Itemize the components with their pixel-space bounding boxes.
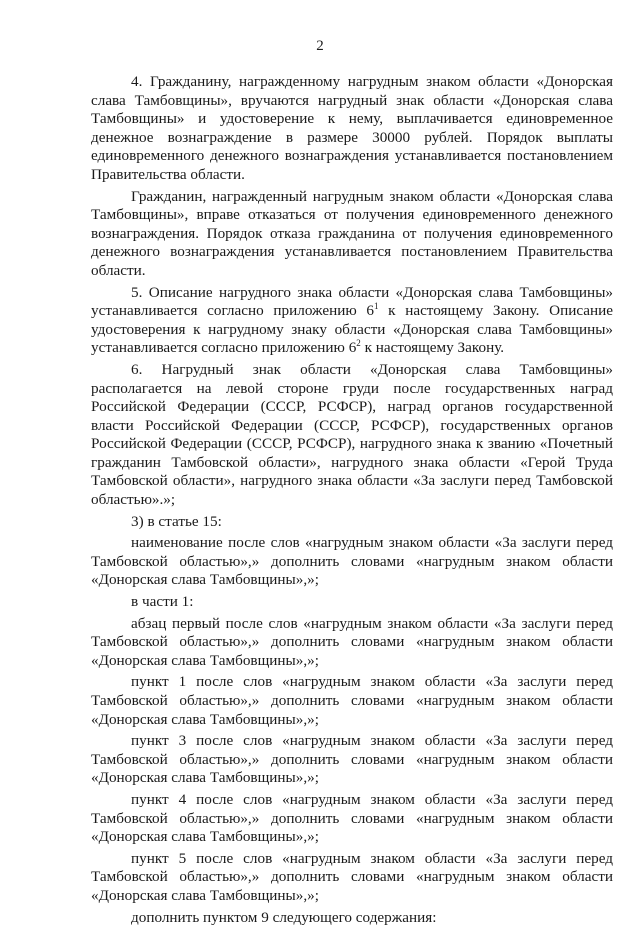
paragraph-point-5: пункт 5 после слов «нагрудным знаком области «За заслуги перед Тамбовской областью»,» дополнить словами «нагрудным знаком области «Донорская слава Тамбовщины»,»;: [91, 849, 613, 904]
paragraph-title-amendment: наименование после слов «нагрудным знаком области «За заслуги перед Тамбовской областью»,» дополнить словами «нагрудным знаком области «Донорская слава Тамбовщины»,»;: [91, 534, 613, 589]
paragraph-item-5: [91, 284, 613, 358]
superscript-1: 1: [373, 301, 379, 312]
paragraph-point-3: пункт 3 после слов «нагрудным знаком области «За заслуги перед Тамбовской областью»,» дополнить словами «нагрудным знаком области «Донорская слава Тамбовщины»,»;: [91, 732, 613, 787]
superscript-2: 2: [356, 338, 361, 349]
paragraph-point-9: дополнить пунктом 9 следующего содержания:: [131, 908, 437, 926]
paragraph-point-4: пункт 4 после слов «нагрудным знаком области «За заслуги перед Тамбовской областью»,» дополнить словами «нагрудным знаком области «Донорская слава Тамбовщины»,»;: [91, 790, 613, 846]
paragraph-point-1: пункт 1 после слов «нагрудным знаком области «За заслуги перед Тамбовской областью»,» дополнить словами «нагрудным знаком области «Донорская слава Тамбовщины»,»;: [91, 673, 613, 728]
paragraph-item-4: 4. Гражданину, награжденному нагрудным знаком области «Донорская слава Тамбовщины», вручаются нагрудный знак области «Донорская слава Тамбовщины» и удостоверение к нему, выплачивается единовременное денежное вознаграждение в размере 30000 рублей. Порядок выплаты единовременного денежного вознаграждения устанавливается постановлением Правительства области.: [91, 73, 613, 183]
paragraph-refusal: Гражданин, награжденный нагрудным знаком области «Донорская слава Тамбовщины», вправе отказаться от получения единовременного денежного вознаграждения. Порядок отказа гражданина от получения единовременного денежного вознаграждения устанавливается постановлением Правительства области.: [91, 187, 613, 279]
paragraph-part-1: в части 1:: [131, 593, 194, 611]
paragraph-article-15: 3) в статье 15:: [131, 512, 222, 530]
document-body: [91, 73, 613, 927]
paragraph-item-5-part1: 5. Описание нагрудного знака области «Донорская слава Тамбовщины» устанавливается согласно приложению 6: [91, 283, 613, 320]
paragraph-item-5-part3: к настоящему Закону.: [360, 339, 505, 357]
paragraph-item-6: 6. Нагрудный знак области «Донорская слава Тамбовщины» располагается на левой стороне груди после государственных наград Российской Федерации (СССР, РСФСР), наград органов государственной власти Российской Федерации (СССР, РСФСР), государственных органов Российской Федерации (СССР, РСФСР), нагрудного знака к званию «Почетный гражданин Тамбовской области», нагрудного знака области «Герой Труда Тамбовской области», нагрудного знака области «За заслуги перед Тамбовской областью».»;: [91, 360, 613, 509]
paragraph-first-abzac: абзац первый после слов «нагрудным знаком области «За заслуги перед Тамбовской областью»,» дополнить словами «нагрудным знаком области «Донорская слава Тамбовщины»,»;: [91, 614, 613, 669]
page-number: 2: [316, 38, 324, 54]
paragraph-item-5-part2: к настоящему Закону. Описание удостоверения к нагрудному знаку области «Донорская слава Тамбовщины» устанавливается согласно приложению 6: [91, 302, 613, 357]
